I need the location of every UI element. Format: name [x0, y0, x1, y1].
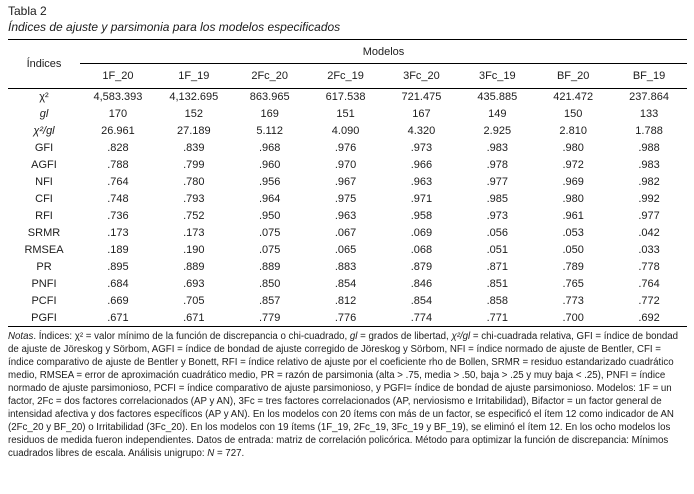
table-cell: .669	[107, 295, 129, 307]
table-cell: .973	[486, 210, 509, 222]
notes-segment: = chi-cuadrada relativa, GFI = índice de bondad de ajuste de Jöreskog y Sörbom, AGFI = índice de bondad de ajuste corregido de Jöreskog y Sörbom, NFI = índice normado de ajuste de Bentler, CFI = índice comparativo de ajuste de Bentler y Bonett, RFI = índice relativo de ajuste por el coeficiente rho de Bollen, SRMR = residuo estandarizado cuadrático medio, RMSEA = error de aproximación cuadrático medio, PR = razón de parsimonia (alta > .75, media > .50, baja > .25 y muy baja < .25), PNFI = índice normado de ajuste parsimonioso, PCFI = índice comparativo de ajuste parsimonioso, y PGFI= índice de bondad de ajuste parsimonioso. Modelos: 1F = un factor, 2Fc = dos factores correlacionados (AP y AN), 3Fc = tres factores correlacionados (AP, nerviosismo e Irritabilidad), Bifactor = un factor general de intensidad afectiva y dos factores específicos (AP y AN). En los modelos con 20 ítems con más de un factor, se especificó el ítem 12 como indicador de AN (2Fc_20 y BF_20) o Irritabilidad (3Fc_20). En los modelos con 19 ítems (1F_19, 2Fc_19, 3Fc_19 y BF_19), se eliminó el ítem 12. En los ocho modelos los residuos de medida fueron independientes. Datos de entrada: matriz de correlación policórica. Método para optimizar la función de discrepancia: Mínimos cuadrados libres de escala. Análisis unigrupo:	[8, 331, 679, 459]
table-cell: .958	[410, 210, 433, 222]
table-cell: .075	[258, 244, 281, 256]
table-cell: .883	[334, 261, 357, 273]
table-cell: .799	[183, 159, 205, 171]
table-cell: .846	[410, 278, 433, 290]
table-row-rfi	[8, 208, 687, 225]
table-cell: 26.961	[101, 125, 135, 137]
table-cell: .992	[638, 193, 660, 205]
column-header-2fc_20: 2Fc_20	[232, 64, 308, 89]
table-cell: 167	[412, 108, 431, 120]
table-cell: .963	[334, 210, 357, 222]
row-label: PGFI	[8, 310, 80, 327]
table-cell: 5.112	[256, 125, 284, 137]
table-cell: .793	[183, 193, 205, 205]
table-cell: .966	[410, 159, 433, 171]
table-cell: .975	[334, 193, 357, 205]
table-title: Índices de ajuste y parsimonia para los modelos especificados	[8, 20, 341, 34]
row-label: GFI	[34, 142, 54, 154]
indices-column-header: Índices	[8, 40, 80, 89]
row-label: RMSEA	[24, 244, 64, 256]
notes-segment: = 727.	[214, 448, 245, 459]
table-number: Tabla 2	[8, 4, 47, 18]
row-label: χ²/gl	[33, 125, 55, 137]
table-cell: .973	[410, 142, 433, 154]
table-cell: .839	[183, 142, 205, 154]
table-cell: .748	[107, 193, 129, 205]
table-cell: .053	[562, 227, 584, 239]
column-header-bf_19: BF_19	[611, 64, 687, 89]
table-cell: .671	[156, 310, 232, 327]
table-row-pnfi	[8, 276, 687, 293]
table-row-χ²/gl	[8, 123, 687, 140]
column-header-3fc_20: 3Fc_20	[384, 64, 460, 89]
table-cell: .976	[334, 142, 357, 154]
table-cell: .189	[107, 244, 129, 256]
table-cell: .851	[486, 278, 509, 290]
table-cell: 435.885	[477, 91, 518, 104]
table-row-srmr	[8, 225, 687, 242]
fit-indices-table	[8, 39, 687, 327]
models-group-header: Modelos	[80, 40, 687, 64]
notes-segment: = grados de libertad,	[357, 331, 452, 342]
table-cell: .858	[486, 295, 509, 307]
table-cell: .854	[334, 278, 357, 290]
table-cell: .982	[638, 176, 660, 188]
table-cell: 2.810	[559, 125, 587, 137]
table-cell: 237.864	[629, 91, 669, 104]
column-header-3fc_19: 3Fc_19	[459, 64, 535, 89]
table-cell: .776	[308, 310, 384, 327]
table-cell: .778	[638, 261, 660, 273]
table-body	[8, 89, 687, 327]
header-group-row	[8, 40, 687, 64]
table-cell: .173	[183, 227, 205, 239]
table-cell: .705	[183, 295, 205, 307]
table-cell: .857	[258, 295, 281, 307]
table-cell: .889	[258, 261, 281, 273]
table-cell: .065	[334, 244, 357, 256]
table-cell: .871	[486, 261, 509, 273]
table-cell: .068	[410, 244, 433, 256]
table-cell: .978	[486, 159, 509, 171]
table-cell: 721.475	[401, 91, 442, 104]
notes-segment: χ²/gl	[451, 331, 471, 342]
row-label: gl	[39, 108, 49, 120]
table-cell: .051	[486, 244, 509, 256]
table-cell: .764	[107, 176, 129, 188]
table-cell: .684	[107, 278, 129, 290]
table-cell: .772	[638, 295, 660, 307]
table-cell: 152	[184, 108, 203, 120]
table-cell: .789	[562, 261, 584, 273]
table-cell: 421.472	[553, 91, 594, 104]
table-cell: .889	[183, 261, 205, 273]
table-cell: 4.320	[407, 125, 436, 137]
table-cell: .963	[410, 176, 433, 188]
table-cell: .983	[638, 159, 660, 171]
table-cell: 170	[108, 108, 128, 120]
table-cell: 149	[488, 108, 507, 120]
table-cell: .050	[562, 244, 584, 256]
row-label: AGFI	[31, 159, 57, 171]
table-cell: .950	[258, 210, 281, 222]
table-cell: .828	[107, 142, 129, 154]
table-cell: 863.965	[249, 91, 290, 104]
row-label: χ²	[39, 91, 49, 104]
notes-segment: gl	[349, 331, 358, 342]
table-cell: .069	[410, 227, 433, 239]
table-cell: .985	[486, 193, 509, 205]
table-cell: .190	[183, 244, 205, 256]
table-cell: .700	[535, 310, 611, 327]
table-header	[8, 40, 687, 89]
notes-segment: N	[207, 448, 215, 459]
table-row-pgfi	[8, 310, 687, 327]
table-notes	[8, 330, 687, 460]
table-cell: .971	[410, 193, 433, 205]
table-row-pr	[8, 259, 687, 276]
row-label: PNFI	[31, 278, 57, 290]
table-cell: .671	[80, 310, 156, 327]
table-cell: 169	[260, 108, 279, 120]
row-label: PCFI	[31, 295, 57, 307]
row-label: NFI	[35, 176, 53, 188]
table-cell: .788	[107, 159, 129, 171]
column-header-bf_20: BF_20	[535, 64, 611, 89]
table-cell: .692	[611, 310, 687, 327]
table-cell: .774	[384, 310, 460, 327]
table-cell: .960	[258, 159, 281, 171]
table-cell: .850	[258, 278, 281, 290]
table-cell: 27.189	[176, 125, 211, 137]
table-row-pcfi	[8, 293, 687, 310]
table-cell: .067	[334, 227, 357, 239]
table-row-gl	[8, 106, 687, 123]
table-cell: .980	[562, 142, 584, 154]
table-row-gfi	[8, 140, 687, 157]
table-cell: 1.788	[635, 125, 663, 137]
table-cell: .812	[334, 295, 357, 307]
table-cell: .980	[562, 193, 584, 205]
table-cell: 4.090	[331, 125, 360, 137]
row-label: SRMR	[27, 227, 61, 239]
table-cell: .056	[486, 227, 509, 239]
table-cell: .895	[107, 261, 129, 273]
row-label: CFI	[35, 193, 53, 205]
table-row-rmsea	[8, 242, 687, 259]
table-cell: .764	[638, 278, 660, 290]
table-cell: .752	[183, 210, 205, 222]
table-cell: .042	[638, 227, 660, 239]
table-cell: 150	[564, 108, 583, 120]
table-cell: .879	[410, 261, 433, 273]
table-cell: .956	[258, 176, 281, 188]
table-cell: .780	[183, 176, 205, 188]
table-cell: .968	[258, 142, 281, 154]
table-cell: 617.538	[325, 91, 366, 104]
row-label: RFI	[35, 210, 53, 222]
table-cell: .771	[459, 310, 535, 327]
table-cell: .988	[638, 142, 660, 154]
table-cell: 4,132.695	[169, 91, 219, 104]
table-cell: .854	[410, 295, 433, 307]
table-cell: .033	[638, 244, 660, 256]
table-cell: .693	[183, 278, 205, 290]
table-row-cfi	[8, 191, 687, 208]
table-cell: .961	[562, 210, 584, 222]
column-header-1f_19: 1F_19	[156, 64, 232, 89]
table-cell: .736	[107, 210, 129, 222]
table-cell: .173	[107, 227, 129, 239]
model-columns-row	[8, 64, 687, 89]
notes-segment: . Índices: χ² = valor mínimo de la función de discrepancia o chi-cuadrado,	[33, 331, 350, 342]
column-header-1f_20: 1F_20	[80, 64, 156, 89]
table-cell: .983	[486, 142, 509, 154]
row-label: PR	[36, 261, 52, 273]
table-cell: 151	[336, 108, 355, 120]
table-row-χ²	[8, 89, 687, 106]
table-cell: 4,583.393	[93, 91, 143, 104]
table-cell: .970	[334, 159, 357, 171]
notes-segment: Notas	[8, 331, 34, 342]
table-cell: .969	[562, 176, 584, 188]
table-row-nfi	[8, 174, 687, 191]
table-cell: .967	[334, 176, 357, 188]
table-row-agfi	[8, 157, 687, 174]
table-cell: .977	[486, 176, 509, 188]
table-cell: .773	[562, 295, 584, 307]
table-cell: .765	[562, 278, 584, 290]
table-cell: .977	[638, 210, 660, 222]
table-cell: 133	[639, 108, 659, 120]
table-cell: .779	[232, 310, 308, 327]
table-cell: 2.925	[483, 125, 512, 137]
table-cell: .075	[258, 227, 281, 239]
table-cell: .972	[562, 159, 584, 171]
table-cell: .964	[258, 193, 281, 205]
column-header-2fc_19: 2Fc_19	[308, 64, 384, 89]
